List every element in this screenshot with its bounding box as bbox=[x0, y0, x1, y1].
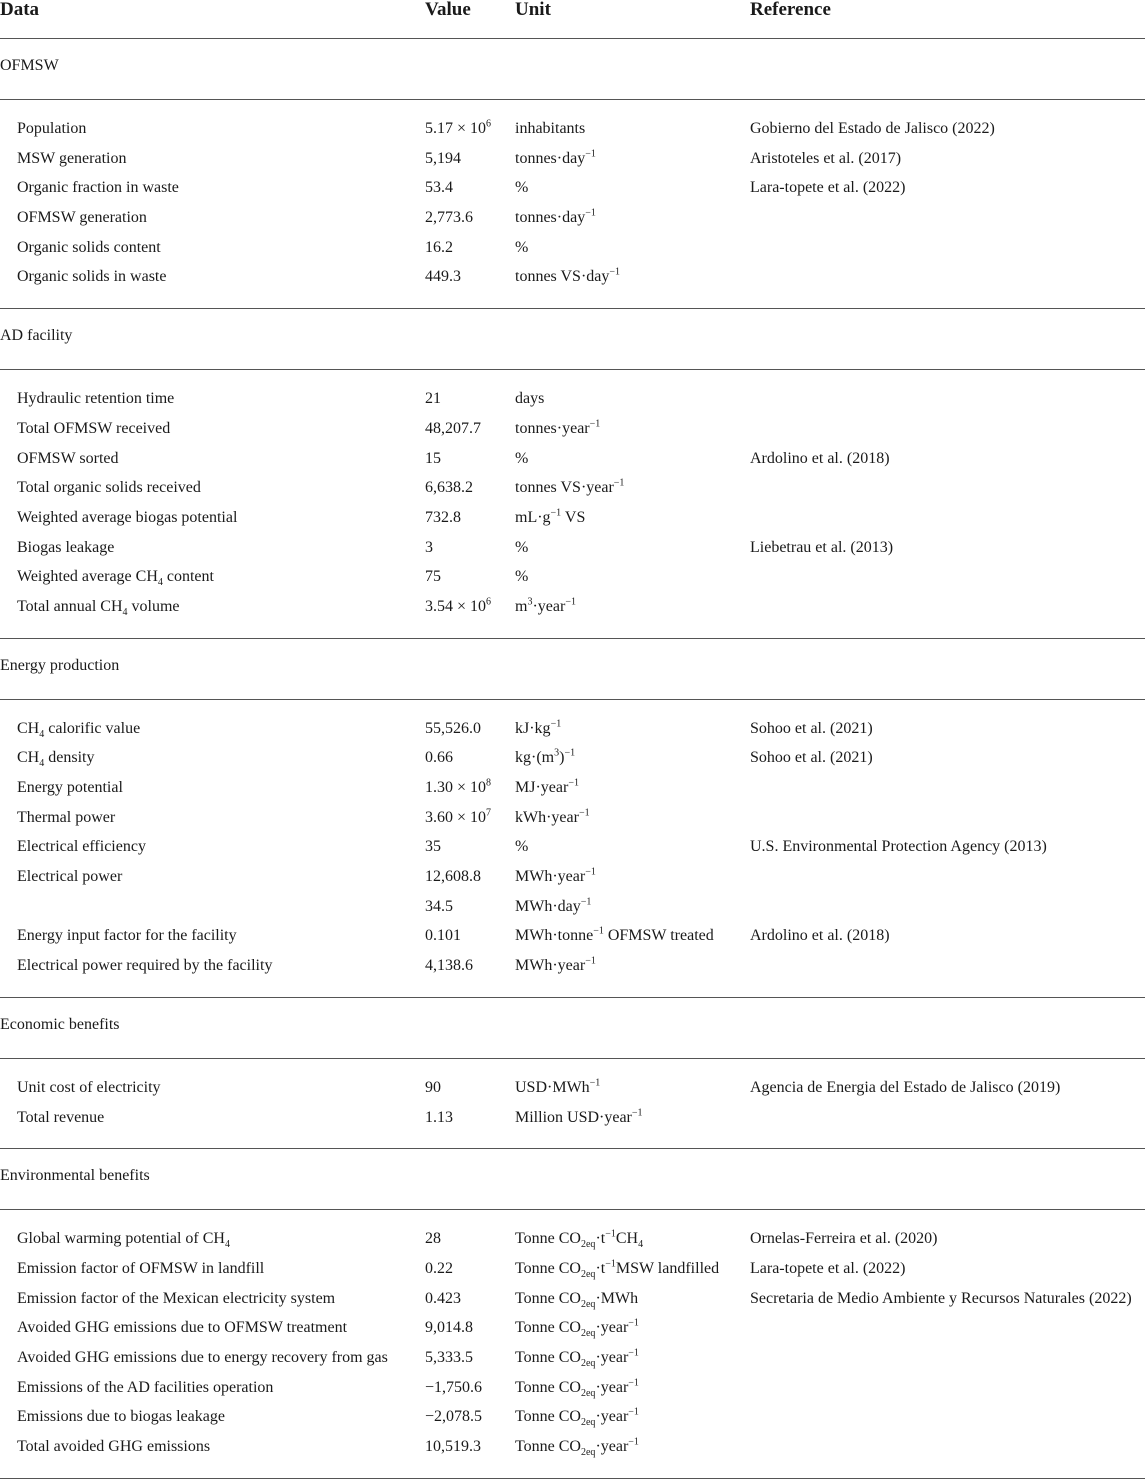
cell-data: Biogas leakage bbox=[17, 538, 115, 556]
cell-data: Total revenue bbox=[17, 1108, 105, 1126]
cell-unit: tonnes·day$^{-1}$ bbox=[515, 207, 596, 227]
table-row bbox=[0, 921, 1145, 951]
cell-value: 4,138.6 bbox=[425, 957, 473, 975]
cell-data: Electrical power bbox=[17, 868, 123, 886]
cell-data: $CH_4$ density bbox=[17, 749, 95, 770]
cell-value: 0.22 bbox=[425, 1259, 453, 1277]
table-row bbox=[0, 1073, 1145, 1103]
header-reference: Reference bbox=[750, 0, 831, 20]
cell-reference: Aristoteles et al. (2017) bbox=[750, 149, 902, 167]
cell-value: 6,638.2 bbox=[425, 479, 473, 497]
cell-unit: MWh·year$^{-1}$ bbox=[515, 866, 596, 886]
table-row bbox=[0, 592, 1145, 622]
section-title-label: Energy production bbox=[0, 656, 120, 674]
cell-value: 9,014.8 bbox=[425, 1319, 473, 1337]
table-row bbox=[0, 1343, 1145, 1373]
table-row bbox=[0, 503, 1145, 533]
cell-unit: $mL\cdot g^{-1}$ VS bbox=[515, 507, 586, 526]
cell-value: 0.66 bbox=[425, 749, 453, 767]
cell-value: 1.13 bbox=[425, 1108, 453, 1126]
table-row bbox=[0, 173, 1145, 203]
cell-unit: $m^3\cdot year^{-1}$ bbox=[515, 596, 576, 615]
cell-value: $3.60 \times 10^7$ bbox=[425, 807, 492, 826]
cell-reference: Lara-topete et al. (2022) bbox=[750, 179, 906, 197]
cell-unit: $kJ\cdot kg^{-1}$ bbox=[515, 718, 562, 737]
section-title bbox=[0, 1149, 1145, 1210]
section-rows bbox=[0, 1059, 1145, 1149]
cell-unit: Tonne $CO_{2eq}\cdot MWh$ bbox=[515, 1289, 639, 1310]
section-title-label: Economic benefits bbox=[0, 1015, 120, 1033]
cell-data: Unit cost of electricity bbox=[17, 1078, 161, 1096]
table-row bbox=[0, 773, 1145, 803]
section-title bbox=[0, 309, 1145, 370]
cell-data: Total avoided GHG emissions bbox=[17, 1438, 211, 1455]
cell-value: $3.54 \times 10^6$ bbox=[425, 596, 492, 615]
cell-value: 449.3 bbox=[425, 268, 461, 286]
section-rows bbox=[0, 100, 1145, 309]
cell-value: 732.8 bbox=[425, 508, 461, 526]
table-row bbox=[0, 203, 1145, 233]
cell-data: Emission factor of OFMSW in landfill bbox=[17, 1259, 265, 1277]
cell-data: OFMSW generation bbox=[17, 209, 147, 227]
section-rows bbox=[0, 1210, 1145, 1479]
cell-value: 48,207.7 bbox=[425, 419, 481, 437]
table-row bbox=[0, 114, 1145, 144]
table-row bbox=[0, 743, 1145, 773]
cell-value: 16.2 bbox=[425, 238, 453, 256]
cell-data: Hydraulic retention time bbox=[17, 390, 175, 408]
cell-value: 53.4 bbox=[425, 179, 453, 197]
cell-reference: U.S. Environmental Protection Agency (2013) bbox=[750, 838, 1047, 856]
table-row bbox=[0, 862, 1145, 892]
section-title-label: AD facility bbox=[0, 327, 73, 345]
cell-data: Organic solids content bbox=[17, 238, 161, 256]
cell-unit: Tonne $CO_{2eq}\cdot year^{-1}$ bbox=[515, 1347, 639, 1370]
cell-unit: tonnes·year$^{-1}$ bbox=[515, 418, 601, 437]
cell-reference: Agencia de Energia del Estado de Jalisco (2019) bbox=[750, 1078, 1061, 1096]
cell-value: 2,773.6 bbox=[425, 209, 473, 227]
table-row bbox=[0, 1432, 1145, 1462]
cell-data: Avoided GHG emissions due to OFMSW treatment bbox=[17, 1319, 348, 1337]
table-body bbox=[0, 39, 1145, 1479]
header-unit: Unit bbox=[515, 0, 551, 20]
cell-data: Thermal power bbox=[17, 808, 116, 826]
cell-unit: $kg\cdot(m^3)^{-1}$ bbox=[515, 747, 576, 767]
cell-value: 3 bbox=[425, 538, 433, 556]
cell-data: Global warming potential of $CH_4$ bbox=[17, 1230, 230, 1251]
cell-value: 5,333.5 bbox=[425, 1348, 473, 1366]
cell-value: $1.30 \times 10^8$ bbox=[425, 777, 492, 796]
cell-unit: % bbox=[515, 449, 529, 467]
cell-reference: Ardolino et al. (2018) bbox=[750, 449, 890, 467]
section-title bbox=[0, 998, 1145, 1059]
header-value: Value bbox=[425, 0, 471, 20]
table-row bbox=[0, 1313, 1145, 1343]
cell-reference: Liebetrau et al. (2013) bbox=[750, 538, 894, 556]
table-row bbox=[0, 1373, 1145, 1403]
cell-value: 28 bbox=[425, 1230, 441, 1248]
cell-unit: MWh·year$^{-1}$ bbox=[515, 955, 596, 975]
cell-unit: Tonne $CO_{2eq}\cdot year^{-1}$ bbox=[515, 1406, 639, 1429]
cell-unit: days bbox=[515, 390, 545, 408]
cell-data: Emission factor of the Mexican electricity system bbox=[17, 1289, 336, 1307]
cell-unit: MWh·tonne$^{-1}$ OFMSW treated bbox=[515, 926, 714, 945]
table-row bbox=[0, 562, 1145, 592]
cell-data: Avoided GHG emissions due to energy recovery from gas bbox=[17, 1348, 388, 1366]
cell-reference: Ardolino et al. (2018) bbox=[750, 927, 890, 945]
cell-value: 0.423 bbox=[425, 1289, 461, 1307]
cell-data: Energy potential bbox=[17, 779, 123, 796]
cell-unit: % bbox=[515, 838, 529, 856]
cell-reference: Sohoo et al. (2021) bbox=[750, 749, 873, 767]
cell-unit: Tonne $CO_{2eq}\cdot t^{-1}CH_4$ bbox=[515, 1228, 644, 1251]
table-row bbox=[0, 444, 1145, 474]
cell-unit: % bbox=[515, 179, 529, 197]
table-row bbox=[0, 384, 1145, 414]
cell-data: Emissions due to biogas leakage bbox=[17, 1408, 225, 1426]
cell-value: 15 bbox=[425, 449, 441, 467]
cell-unit: Tonne $CO_{2eq}\cdot year^{-1}$ bbox=[515, 1317, 639, 1340]
cell-data: OFMSW sorted bbox=[17, 449, 119, 467]
cell-reference: Ornelas-Ferreira et al. (2020) bbox=[750, 1230, 938, 1248]
cell-data: Organic solids in waste bbox=[17, 268, 167, 286]
table-row bbox=[0, 832, 1145, 862]
section-rows bbox=[0, 700, 1145, 998]
cell-unit: tonnes·day$^{-1}$ bbox=[515, 148, 596, 167]
cell-value: 21 bbox=[425, 390, 441, 408]
cell-data: Total OFMSW received bbox=[17, 419, 171, 437]
table-row bbox=[0, 714, 1145, 744]
cell-unit: Tonne $CO_{2eq}\cdot year^{-1}$ bbox=[515, 1436, 639, 1459]
header-data: Data bbox=[0, 0, 40, 20]
section-title bbox=[0, 39, 1145, 100]
cell-data: Weighted average $CH_4$ content bbox=[17, 568, 214, 589]
table-row bbox=[0, 144, 1145, 174]
cell-reference: Sohoo et al. (2021) bbox=[750, 719, 873, 737]
cell-value: 5,194 bbox=[425, 149, 461, 167]
cell-unit: inhabitants bbox=[515, 120, 586, 137]
cell-unit: MWh·day$^{-1}$ bbox=[515, 896, 592, 915]
cell-value: 35 bbox=[425, 838, 441, 856]
cell-unit: tonnes VS·year$^{-1}$ bbox=[515, 477, 625, 497]
table-row bbox=[0, 262, 1145, 292]
cell-value: 75 bbox=[425, 568, 441, 586]
table-row bbox=[0, 892, 1145, 922]
cell-value: 12,608.8 bbox=[425, 868, 481, 886]
cell-unit: MJ·year$^{-1}$ bbox=[515, 777, 579, 796]
cell-unit: Tonne $CO_{2eq}\cdot t^{-1}MSW$ landfilled bbox=[515, 1258, 720, 1281]
cell-data: Emissions of the AD facilities operation bbox=[17, 1378, 274, 1396]
table-row bbox=[0, 414, 1145, 444]
cell-data: $CH_4$ calorific value bbox=[17, 719, 141, 740]
cell-value: 90 bbox=[425, 1078, 441, 1096]
cell-unit: kWh·year$^{-1}$ bbox=[515, 807, 590, 826]
cell-unit: Tonne $CO_{2eq}\cdot year^{-1}$ bbox=[515, 1377, 639, 1399]
table-row bbox=[0, 1284, 1145, 1314]
section-title bbox=[0, 639, 1145, 700]
cell-data: Weighted average biogas potential bbox=[17, 508, 238, 526]
table-row bbox=[0, 1224, 1145, 1254]
cell-data: Organic fraction in waste bbox=[17, 179, 179, 197]
table-header bbox=[0, 0, 1145, 39]
cell-reference: Gobierno del Estado de Jalisco (2022) bbox=[750, 120, 995, 137]
cell-value: $5.17 \times 10^6$ bbox=[425, 118, 492, 137]
cell-unit: tonnes VS·day$^{-1}$ bbox=[515, 267, 621, 286]
table-row bbox=[0, 803, 1145, 833]
table-row bbox=[0, 533, 1145, 563]
cell-value: −2,078.5 bbox=[425, 1408, 483, 1426]
cell-data: MSW generation bbox=[17, 149, 127, 167]
section-rows bbox=[0, 370, 1145, 639]
table-row bbox=[0, 233, 1145, 263]
cell-data: Total organic solids received bbox=[17, 479, 201, 497]
cell-unit: % bbox=[515, 238, 529, 256]
cell-data: Electrical power required by the facility bbox=[17, 957, 273, 975]
cell-reference: Secretaria de Medio Ambiente y Recursos Naturales (2022) bbox=[750, 1289, 1132, 1307]
cell-unit: USD·MWh$^{-1}$ bbox=[515, 1077, 601, 1096]
table-row bbox=[0, 1103, 1145, 1133]
cell-data: Total annual $CH_4$ volume bbox=[17, 597, 180, 619]
table-row bbox=[0, 1402, 1145, 1432]
cell-value: −1,750.6 bbox=[425, 1378, 483, 1396]
table-row bbox=[0, 473, 1145, 503]
cell-data: Electrical efficiency bbox=[17, 838, 146, 856]
table-row bbox=[0, 1254, 1145, 1284]
section-title-label: Environmental benefits bbox=[0, 1167, 150, 1185]
cell-value: 34.5 bbox=[425, 897, 453, 915]
cell-value: 0.101 bbox=[425, 927, 461, 945]
cell-unit: % bbox=[515, 538, 529, 556]
cell-data: Population bbox=[17, 120, 87, 137]
cell-unit: Million USD·year$^{-1}$ bbox=[515, 1107, 643, 1126]
cell-data: Energy input factor for the facility bbox=[17, 927, 237, 945]
cell-value: 55,526.0 bbox=[425, 719, 481, 737]
cell-unit: % bbox=[515, 568, 529, 586]
table-row bbox=[0, 951, 1145, 981]
cell-reference: Lara-topete et al. (2022) bbox=[750, 1259, 906, 1277]
section-title-label: OFMSW bbox=[0, 57, 59, 74]
cell-value: 10,519.3 bbox=[425, 1438, 481, 1455]
